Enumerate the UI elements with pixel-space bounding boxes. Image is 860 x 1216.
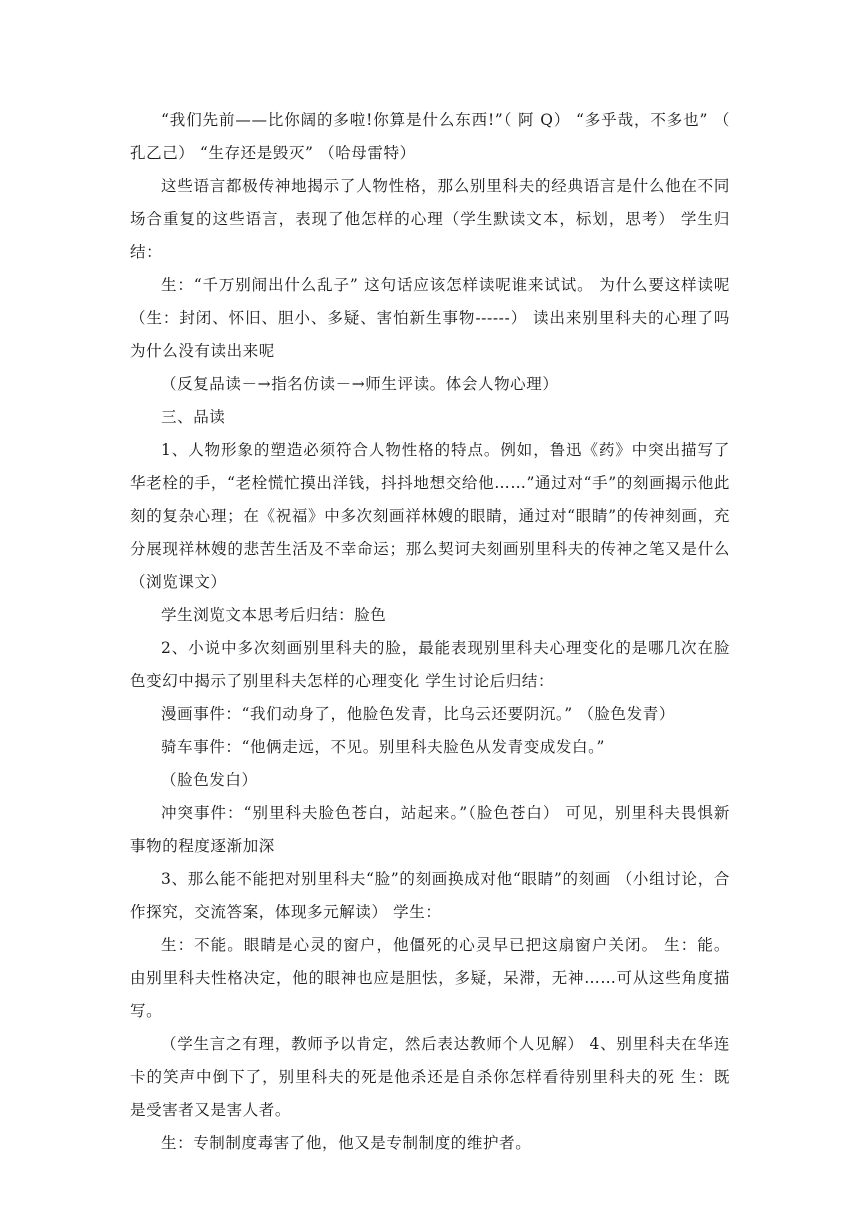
paragraph-quotes: “我们先前——比你阔的多啦!你算是什么东西!”（ 阿 Q） “多乎哉，不多也” （ 孔乙己） “生存还是毁灭” （哈母雷特） <box>130 111 730 162</box>
paragraph-classic-language: 这些语言都极传神地揭示了人物性格，那么别里科夫的经典语言是什么他在不同场合重复的这些语言，表现了他怎样的心理（学生默读文本，标划，思考） 学生归结： <box>130 177 730 261</box>
paragraph-face-summary: 学生浏览文本思考后归结：脸色 <box>161 606 387 624</box>
paragraph-point-1: 1、人物形象的塑造必须符合人物性格的特点。例如，鲁迅《药》中突出描写了华老栓的手，“老栓慌忙摸出洋钱，抖抖地想交给他……”通过对“手”的刻画揭示他此刻的复杂心理；在《祝福》中多次刻画祥林嫂的眼睛，通过对“眼睛”的传神刻画，充分展现祥林嫂的悲苦生活及不幸命运；那么契诃夫刻画别里科夫的传神之笔又是什么 （浏览课文） <box>130 441 730 591</box>
paragraph-reading-aloud: 生：“千万别闹出什么乱子” 这句话应该怎样读呢谁来试试。 为什么要这样读呢 （生：封闭、怀旧、胆小、多疑、害怕新生事物------） 读出来别里科夫的心理了吗 为什么没有读出来呢 <box>130 276 730 360</box>
paragraph-bicycle-event: 骑车事件：“他俩走远，不见。别里科夫脸色从发青变成发白。” <box>161 738 605 756</box>
paragraph-point-2: 2、小说中多次刻画别里科夫的脸，最能表现别里科夫心理变化的是哪几次在脸色变幻中揭示了别里科夫怎样的心理变化 学生讨论后归结： <box>130 639 730 690</box>
paragraph-repeated-reading: （反复品读－→指名仿读－→师生评读。体会人物心理） <box>161 375 559 393</box>
paragraph-conflict-event: 冲突事件：“别里科夫脸色苍白，站起来。”（脸色苍白） 可见，别里科夫畏惧新事物的程度逐渐加深 <box>130 804 730 855</box>
paragraph-point-3: 3、那么能不能把对别里科夫“脸”的刻画换成对他“眼睛”的刻画 （小组讨论，合作探究，交流答案，体现多元解读） 学生： <box>130 870 730 921</box>
document-body <box>130 104 730 1160</box>
paragraph-face-white: （脸色发白） <box>161 771 258 789</box>
paragraph-student-answers: 生：不能。眼睛是心灵的窗户，他僵死的心灵早已把这扇窗户关闭。 生：能。由别里科夫性格决定，他的眼神也应是胆怯，多疑，呆滞，无神……可从这些角度描写。 <box>130 936 730 1020</box>
paragraph-conclusion: 生：专制制度毒害了他，他又是专制制度的维护者。 <box>161 1134 532 1152</box>
paragraph-point-4: （学生言之有理，教师予以肯定，然后表达教师个人见解） 4、别里科夫在华连卡的笑声中倒下了，别里科夫的死是他杀还是自杀你怎样看待别里科夫的死 生：既是受害者又是害人者。 <box>130 1035 730 1119</box>
paragraph-cartoon-event: 漫画事件：“我们动身了，他脸色发青，比乌云还要阴沉。” （脸色发青） <box>161 705 675 723</box>
section-heading-pindu: 三、品读 <box>161 408 226 426</box>
